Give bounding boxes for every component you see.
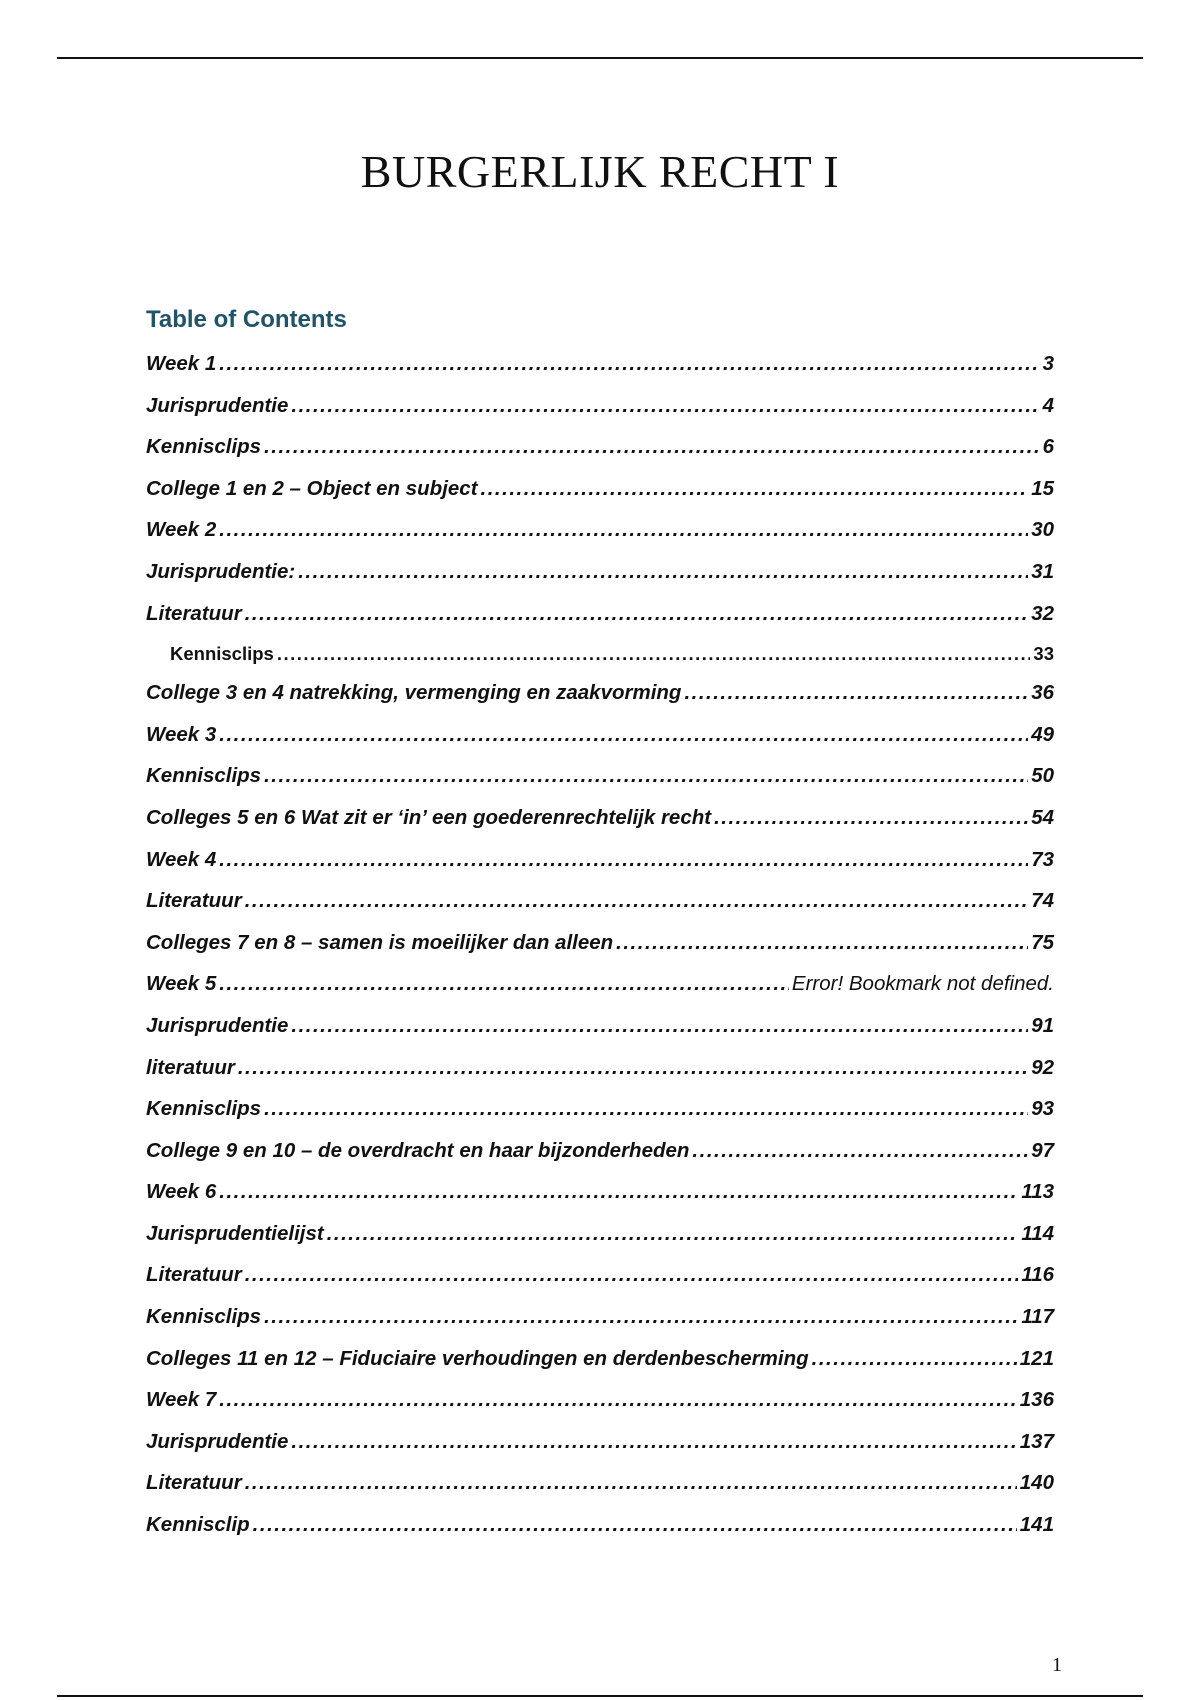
toc-entry[interactable] (146, 972, 1054, 1014)
toc-dot-leader (327, 1222, 1019, 1246)
toc-entry-page: 4 (1042, 393, 1054, 417)
toc-entry[interactable] (146, 723, 1054, 765)
toc-entry[interactable] (146, 1388, 1054, 1430)
toc-dot-leader (238, 1056, 1028, 1080)
toc-entry-page: 114 (1021, 1221, 1054, 1245)
toc-entry-title: Jurisprudentie (146, 1429, 289, 1453)
toc-entry[interactable] (146, 1430, 1054, 1472)
toc-entry-title: College 9 en 10 – de overdracht en haar bijzonderheden (146, 1138, 690, 1162)
toc-dot-leader (219, 1180, 1018, 1204)
toc-entry[interactable] (146, 560, 1054, 602)
toc-entry-title: Jurisprudentie (146, 393, 289, 417)
toc-entry-page: 113 (1021, 1180, 1054, 1204)
toc-entry[interactable] (146, 889, 1054, 931)
toc-entry-page: 140 (1019, 1471, 1054, 1495)
toc-entry[interactable] (146, 352, 1054, 394)
toc-dot-leader (291, 394, 1039, 418)
table-of-contents (146, 352, 1054, 1555)
document-title: BURGERLIJK RECHT I (360, 146, 840, 197)
toc-entry-title: Jurisprudentielijst (146, 1221, 324, 1245)
toc-entry[interactable] (146, 1471, 1054, 1513)
toc-dot-leader (714, 806, 1028, 830)
toc-dot-leader (219, 848, 1028, 872)
toc-dot-leader (245, 1471, 1017, 1495)
toc-entry[interactable] (146, 435, 1054, 477)
toc-entry-title: Kennisclips (146, 1305, 262, 1329)
toc-entry[interactable] (146, 806, 1054, 848)
toc-entry[interactable] (146, 477, 1054, 519)
toc-dot-leader (219, 723, 1028, 747)
toc-entry[interactable] (146, 1513, 1054, 1555)
toc-dot-leader (245, 889, 1029, 913)
toc-dot-leader (264, 1097, 1028, 1121)
toc-entry-title: Week 3 (146, 722, 217, 746)
toc-entry-title: Kennisclips (146, 435, 262, 459)
toc-entry-page: 141 (1019, 1513, 1054, 1537)
toc-heading: Table of Contents (146, 306, 347, 333)
toc-dot-leader (277, 643, 1031, 665)
toc-entry[interactable] (146, 1222, 1054, 1264)
toc-entry-title: Week 7 (146, 1388, 217, 1412)
toc-entry[interactable] (146, 1056, 1054, 1098)
toc-entry-page: 31 (1031, 559, 1054, 583)
toc-entry-page: 33 (1033, 643, 1054, 665)
toc-entry-page: 137 (1019, 1429, 1054, 1453)
toc-entry-title: Colleges 5 en 6 Wat zit er ‘in’ een goederenrechtelijk recht (146, 805, 712, 829)
toc-entry[interactable] (146, 764, 1054, 806)
toc-entry-page: 136 (1019, 1388, 1054, 1412)
toc-entry-title: Kennisclip (146, 1513, 250, 1537)
toc-entry[interactable] (146, 602, 1054, 644)
toc-dot-leader (245, 1263, 1019, 1287)
toc-entry[interactable] (146, 1305, 1054, 1347)
toc-dot-leader (298, 560, 1028, 584)
toc-entry-title: Literatuur (146, 601, 242, 625)
toc-dot-leader (264, 764, 1028, 788)
toc-dot-leader (245, 602, 1029, 626)
toc-entry-title: College 1 en 2 – Object en subject (146, 476, 478, 500)
toc-entry-page: 121 (1019, 1346, 1054, 1370)
toc-dot-leader (481, 477, 1029, 501)
toc-dot-leader (291, 1430, 1016, 1454)
toc-dot-leader (219, 972, 789, 996)
toc-entry[interactable] (146, 643, 1054, 681)
toc-dot-leader (291, 1014, 1028, 1038)
toc-entry-title: Colleges 11 en 12 – Fiduciaire verhoudingen en derdenbescherming (146, 1346, 809, 1370)
toc-entry-page: 93 (1031, 1097, 1054, 1121)
toc-entry[interactable] (146, 1139, 1054, 1181)
toc-dot-leader (264, 435, 1040, 459)
toc-entry[interactable] (146, 681, 1054, 723)
toc-dot-leader (219, 518, 1028, 542)
toc-dot-leader (253, 1513, 1017, 1537)
toc-entry-page: Error! Bookmark not defined. (791, 972, 1054, 996)
toc-dot-leader (219, 352, 1039, 376)
toc-entry-page: 92 (1031, 1055, 1054, 1079)
toc-entry[interactable] (146, 394, 1054, 436)
toc-entry-title: Week 4 (146, 847, 217, 871)
toc-entry-page: 49 (1031, 722, 1054, 746)
toc-entry-title: Week 5 (146, 972, 217, 996)
toc-entry-page: 36 (1031, 681, 1054, 705)
toc-dot-leader (616, 931, 1028, 955)
toc-entry-page: 117 (1021, 1305, 1054, 1329)
toc-entry-page: 54 (1031, 805, 1054, 829)
page-number: 1 (1052, 1654, 1062, 1676)
toc-entry-page: 30 (1031, 518, 1054, 542)
toc-entry-title: literatuur (146, 1055, 235, 1079)
toc-entry-title: Colleges 7 en 8 – samen is moeilijker dan alleen (146, 930, 614, 954)
toc-entry[interactable] (146, 931, 1054, 973)
toc-entry-title: Week 2 (146, 518, 217, 542)
toc-entry-title: Week 6 (146, 1180, 217, 1204)
toc-dot-leader (692, 1139, 1028, 1163)
toc-entry-page: 74 (1031, 889, 1054, 913)
toc-entry-title: Literatuur (146, 1263, 242, 1287)
toc-entry-title: Literatuur (146, 1471, 242, 1495)
toc-entry[interactable] (146, 1014, 1054, 1056)
toc-entry[interactable] (146, 1347, 1054, 1389)
toc-dot-leader (812, 1347, 1017, 1371)
toc-entry-title: College 3 en 4 natrekking, vermenging en zaakvorming (146, 681, 682, 705)
toc-entry-page: 50 (1031, 764, 1054, 788)
toc-dot-leader (219, 1388, 1017, 1412)
header-rule (57, 57, 1143, 59)
toc-entry[interactable] (146, 518, 1054, 560)
toc-entry-page: 97 (1031, 1138, 1054, 1162)
toc-entry-title: Kennisclips (146, 1097, 262, 1121)
footer-rule (57, 1695, 1143, 1697)
toc-entry-page: 116 (1021, 1263, 1054, 1287)
toc-entry-page: 6 (1042, 435, 1054, 459)
toc-entry-page: 3 (1042, 352, 1054, 375)
toc-entry-page: 75 (1031, 930, 1054, 954)
toc-dot-leader (264, 1305, 1018, 1329)
toc-entry-title: Kennisclips (170, 643, 274, 665)
toc-entry-page: 32 (1031, 601, 1054, 625)
toc-entry[interactable] (146, 1263, 1054, 1305)
toc-dot-leader (684, 681, 1028, 705)
toc-entry-title: Week 1 (146, 352, 217, 375)
toc-entry-page: 15 (1031, 476, 1054, 500)
toc-entry[interactable] (146, 1180, 1054, 1222)
toc-entry[interactable] (146, 848, 1054, 890)
toc-entry-page: 73 (1031, 847, 1054, 871)
toc-entry-title: Literatuur (146, 889, 242, 913)
toc-entry-page: 91 (1031, 1013, 1054, 1037)
toc-entry[interactable] (146, 1097, 1054, 1139)
toc-entry-title: Jurisprudentie: (146, 559, 296, 583)
toc-entry-title: Kennisclips (146, 764, 262, 788)
toc-entry-title: Jurisprudentie (146, 1013, 289, 1037)
